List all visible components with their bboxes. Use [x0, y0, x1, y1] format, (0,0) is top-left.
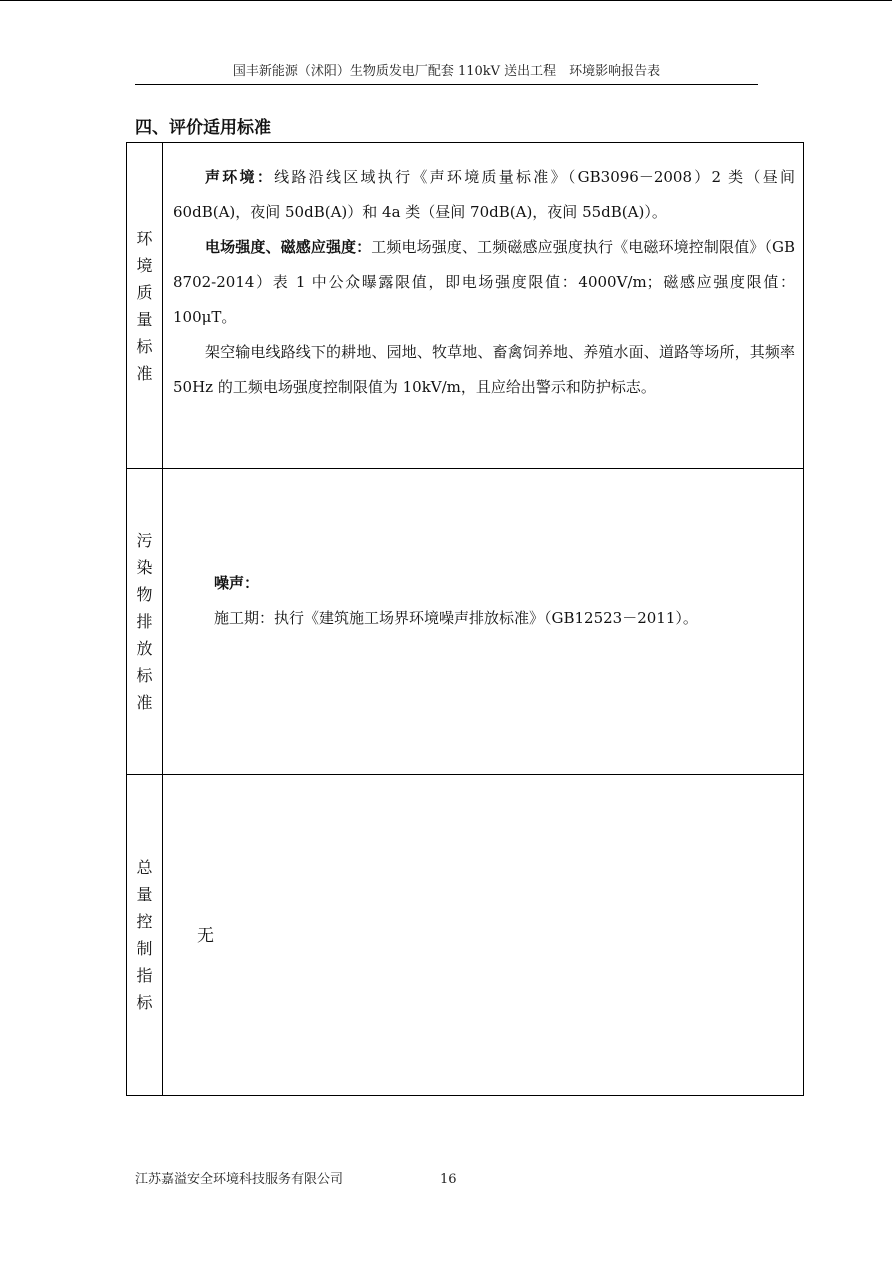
- paragraph-electromagnetic-heading: 电场强度、磁感应强度：: [205, 238, 372, 256]
- paragraph-acoustic-text: 线路沿线区域执行《声环境质量标准》（GB3096－2008）2 类（昼间 60dB(A)，夜间 50dB(A)）和 4a 类（昼间 70dB(A)，夜间 55dB(A)）。: [173, 168, 795, 221]
- row-label-total-control: 总量控制指标: [136, 858, 153, 1012]
- table-row-environmental-quality: [127, 143, 803, 469]
- table-row-total-control: [127, 775, 803, 1096]
- noise-construction-standard: 施工期：执行《建筑施工场界环境噪声排放标准》（GB12523－2011）。: [214, 609, 698, 627]
- row-content-cell: [163, 775, 803, 1095]
- paragraph-overhead-line: [173, 335, 795, 405]
- row-content-cell: [163, 143, 803, 468]
- row-label-environmental-quality: 环境质量标准: [136, 228, 153, 383]
- row-label-cell: [127, 469, 163, 774]
- paragraph-acoustic: [173, 160, 795, 230]
- footer-company: 江苏嘉溢安全环境科技服务有限公司: [135, 1172, 344, 1187]
- environmental-quality-content: [173, 160, 795, 405]
- page-header: 国丰新能源（沭阳）生物质发电厂配套 110kV 送出工程 环境影响报告表: [232, 64, 661, 79]
- page-top-border: [0, 0, 892, 1]
- paragraph-electromagnetic-text: 工频电场强度、工频磁感应强度执行《电磁环境控制限值》（GB 8702-2014）表 1 中公众曝露限值，即电场强度限值：4000V/m；磁感应强度限值：100μT。: [173, 238, 795, 326]
- noise-heading: 噪声：: [214, 574, 260, 592]
- header-divider: [135, 84, 758, 85]
- paragraph-electromagnetic: [173, 230, 795, 335]
- row-label-cell: [127, 143, 163, 468]
- page-number: 16: [440, 1172, 457, 1187]
- section-title: 四、评价适用标准: [135, 118, 271, 138]
- total-control-value: 无: [197, 926, 214, 946]
- row-label-pollutant-discharge: 污染物排放标准: [136, 531, 153, 712]
- paragraph-overhead-line-text: 架空输电线路线下的耕地、园地、牧草地、畜禽饲养地、养殖水面、道路等场所，其频率 50Hz 的工频电场强度控制限值为 10kV/m，且应给出警示和防护标志。: [173, 343, 795, 396]
- row-label-cell: [127, 775, 163, 1095]
- paragraph-acoustic-heading: 声环境：: [205, 168, 275, 186]
